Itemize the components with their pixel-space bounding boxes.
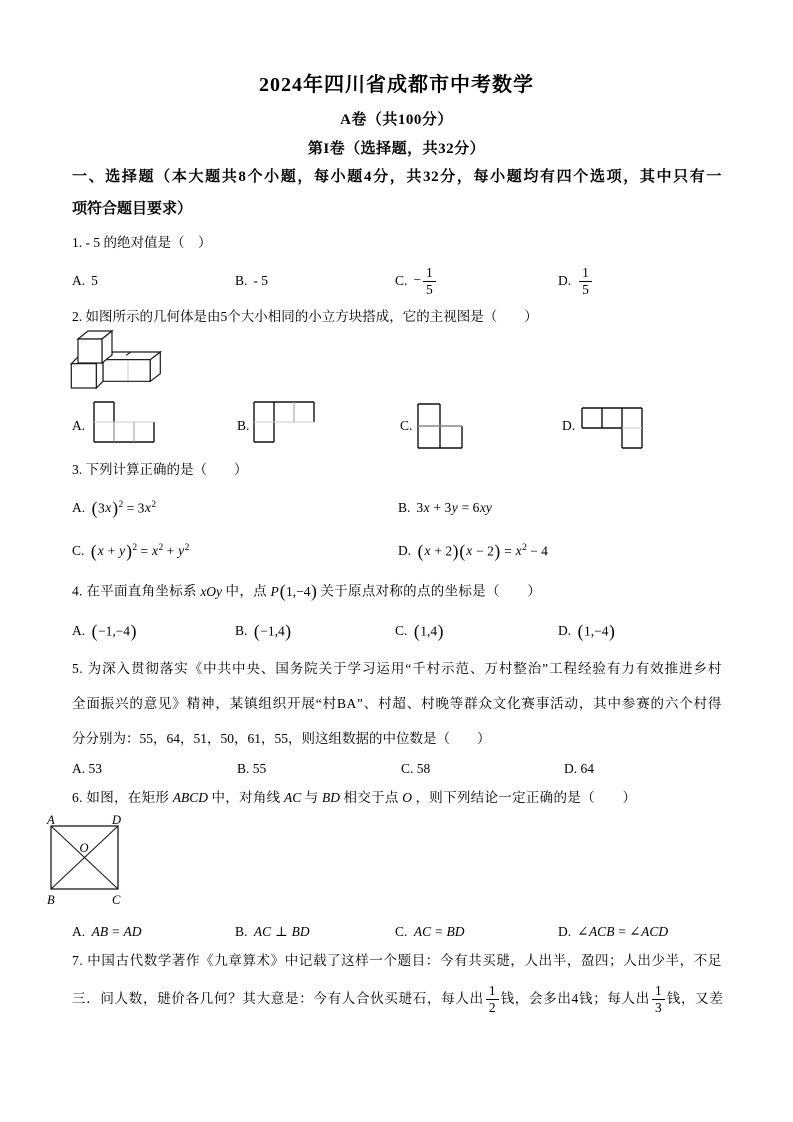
q2-option-b-label: B. [237, 418, 250, 433]
q5-option-a: A. 53 [72, 761, 102, 776]
q1-option-b [235, 261, 268, 301]
q3-option-b-label: B. [398, 500, 411, 515]
q4-option-d [558, 618, 615, 644]
q4-stem-math-1: xOy [200, 583, 223, 599]
q4-option-c-value: (1,4) [413, 620, 444, 641]
q1-option-d-label: D. [558, 273, 572, 288]
q6-stem-text-5: ，则下列结论一定正确的是（ ） [415, 790, 637, 805]
vertex-label-d: D [112, 813, 122, 827]
q5-stem-line3: 分分别为：55，64，51，50，61，55，则这组数据的中位数是（ ） [72, 731, 491, 746]
q3-option-c [72, 539, 189, 563]
q2-stem: 2. 如图所示的几何体是由5个大小相同的小立方块搭成，它的主视图是（ ） [72, 309, 538, 324]
q2-option-d-grid [578, 406, 648, 452]
part-heading: 第I卷（选择题，共32分） [307, 141, 486, 157]
q3-option-a-label: A. [72, 500, 86, 515]
vertex-label-a: A [47, 813, 55, 827]
q2-option-a-grid [90, 400, 160, 446]
q6-stem [72, 788, 636, 808]
cube-solid-figure [68, 329, 198, 399]
q6-stem-text-2: 中，对角线 [211, 790, 281, 805]
q1-option-a-label: A. [72, 273, 86, 288]
q4-stem [72, 581, 541, 602]
page-title: 2024年四川省成都市中考数学 [259, 74, 534, 96]
q1-option-d-value: $\frac{1}{5}$ [577, 265, 594, 297]
q6-stem-text-3: 与 [304, 790, 319, 805]
q5-option-c: C. 58 [401, 761, 431, 776]
q6-option-c [395, 921, 465, 943]
q6-option-d [558, 921, 669, 943]
q6-option-b-label: B. [235, 924, 248, 939]
vertex-label-b: B [47, 893, 55, 907]
q6-option-b [235, 921, 310, 943]
q6-option-a [72, 921, 142, 943]
q1-option-c-label: C. [395, 273, 408, 288]
q2-option-c-grid [414, 402, 470, 452]
q1-option-a-value: 5 [91, 273, 98, 288]
q6-stem-math-4: O [402, 790, 412, 805]
q4-option-b [235, 618, 292, 644]
q3-stem: 3. 下列计算正确的是（ ） [72, 462, 248, 477]
q3-option-a [72, 496, 156, 520]
q6-option-a-value: AB = AD [91, 924, 142, 939]
center-label-o: O [79, 841, 89, 855]
q4-option-a [72, 618, 137, 644]
q4-option-b-label: B. [235, 623, 248, 638]
q6-option-a-label: A. [72, 924, 86, 939]
q6-option-d-value: ∠ACB = ∠ACD [577, 924, 669, 939]
q2-option-c-label: C. [400, 418, 413, 433]
q5-option-b: B. 55 [237, 761, 267, 776]
q4-stem-text-2: 中，点 [225, 583, 267, 599]
q3-option-d [398, 539, 548, 563]
q5-option-d: D. 64 [564, 761, 594, 776]
q2-option-d-label: D. [562, 418, 576, 433]
q3-option-a-value: $(3x)^2 = 3x^2$ [91, 497, 157, 518]
q6-option-b-value: AC ⊥ BD [253, 924, 310, 939]
q3-option-b [398, 496, 492, 520]
q1-option-c-value: − $\frac{1}{5}$ [413, 265, 437, 297]
q4-option-c-label: C. [395, 623, 408, 638]
q6-stem-text-4: 相交于点 [343, 790, 399, 805]
section-header-line1: 一、选择题（本大题共8个小题，每小题4分，共32分，每小题均有四个选项，其中只有一 [72, 169, 722, 185]
q1-option-b-value: - 5 [253, 273, 269, 288]
q1-option-c [395, 261, 438, 301]
q6-stem-math-2: AC [283, 790, 302, 805]
q3-option-d-value: $(x + 2)(x - 2) = x^2 - 4$ [417, 540, 548, 561]
q4-option-d-value: (1,−4) [577, 620, 615, 641]
q7-stem-line2: 三．问人数，琎价各几何？其大意是：今有人合伙买琎石，每人出 $\frac{1}{2}$ 钱，会多出4钱；每人出 $\frac{1}{3}$ 钱，又差 [72, 982, 724, 1015]
q3-option-d-label: D. [398, 543, 412, 558]
vertex-label-c: C [112, 893, 121, 907]
q1-stem: 1. - 5 的绝对值是（ ） [72, 235, 212, 250]
volume-heading: A卷（共100分） [340, 112, 453, 128]
q2-option-a-label: A. [72, 418, 86, 433]
q1-option-b-label: B. [235, 273, 248, 288]
q6-option-c-value: AC = BD [413, 924, 465, 939]
q3-option-b-value: 3x + 3y = 6xy [416, 500, 492, 515]
rectangle-diagonals-figure [44, 809, 134, 909]
q6-option-d-label: D. [558, 924, 572, 939]
q6-stem-math-1: ABCD [172, 790, 208, 805]
q2-option-b-grid [250, 400, 320, 446]
q4-stem-text-3: 关于原点对称的点的坐标是（ ） [320, 583, 542, 599]
q3-option-c-label: C. [72, 543, 85, 558]
q4-stem-math-2: P(1,−4) [270, 581, 317, 601]
q7-stem-line1: 7. 中国古代数学著作《九章算术》中记载了这样一个题目：今有共买琎，人出半，盈四；人出少半，不足 [72, 953, 722, 968]
q5-stem-line2: 全面振兴的意见》精神，某镇组织开展“村BA”、村超、村晚等群众文化赛事活动，其中参赛的六个村得 [72, 696, 722, 711]
q4-option-c [395, 618, 444, 644]
q4-option-a-value: (−1,−4) [91, 620, 137, 641]
q4-option-a-label: A. [72, 623, 86, 638]
section-header-line2: 项符合题目要求） [72, 201, 193, 217]
q1-option-a [72, 261, 98, 301]
q4-stem-text-1: 4. 在平面直角坐标系 [72, 583, 197, 599]
q5-stem-line1: 5. 为深入贯彻落实《中共中央、国务院关于学习运用“千村示范、万村整治”工程经验有力有效推进乡村 [72, 661, 722, 676]
q6-option-c-label: C. [395, 924, 408, 939]
q6-stem-text-1: 6. 如图，在矩形 [72, 790, 170, 805]
q4-option-d-label: D. [558, 623, 572, 638]
q4-option-b-value: (−1,4) [253, 620, 292, 641]
q6-stem-math-3: BD [322, 790, 341, 805]
q3-option-c-value: $(x + y)^2 = x^2 + y^2$ [90, 540, 190, 561]
q1-option-d [558, 261, 594, 301]
